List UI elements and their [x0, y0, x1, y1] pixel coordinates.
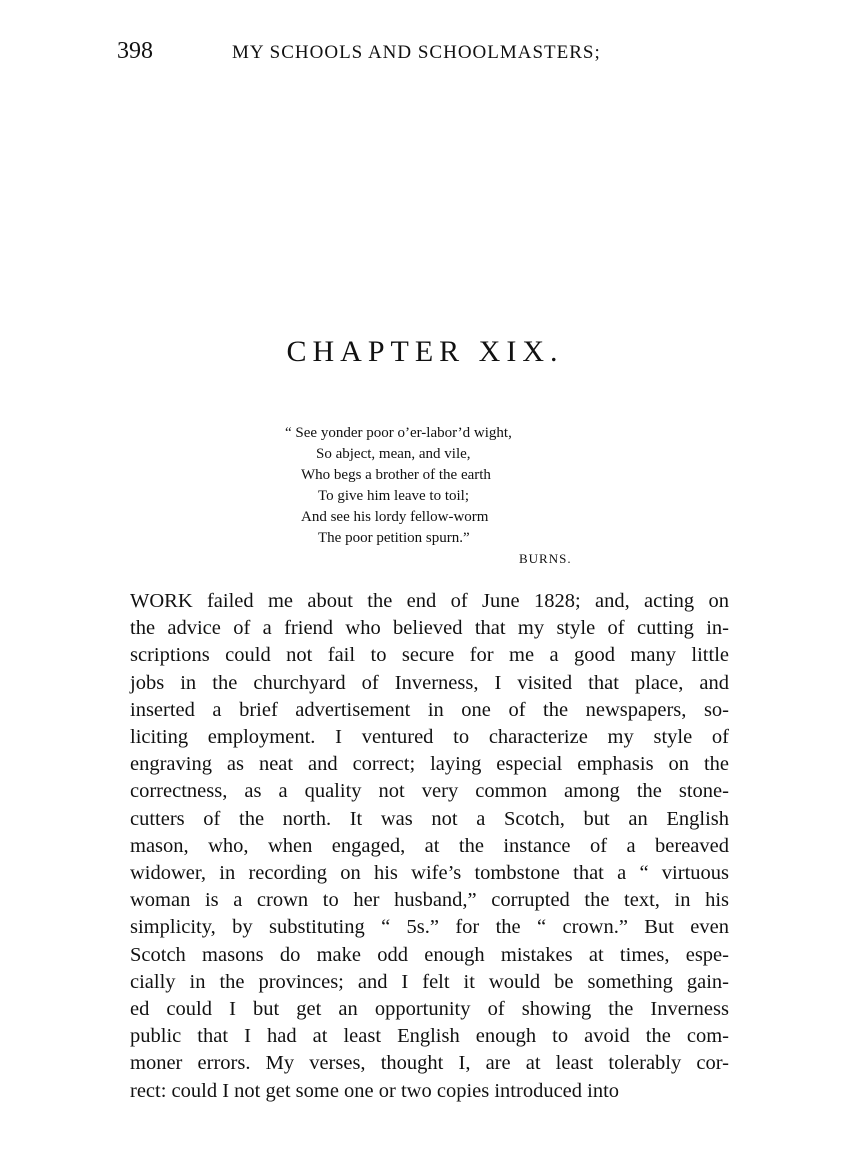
body-line: inserted a brief advertisement in one of the newspapers, so-	[130, 698, 729, 721]
body-line: scriptions could not fail to secure for me a good many little	[130, 644, 729, 667]
epigraph-line: To give him leave to toil;	[318, 488, 470, 504]
epigraph-line: “ See yonder poor o’er-labor’d wight,	[285, 425, 512, 441]
body-line: public that I had at least English enough to avoid the com-	[130, 1025, 729, 1048]
body-line: the advice of a friend who believed that my style of cutting in-	[130, 617, 729, 640]
epigraph-line: Who begs a brother of the earth	[301, 467, 491, 483]
body-line: engraving as neat and correct; laying especial emphasis on the	[130, 753, 729, 776]
body-line: jobs in the churchyard of Inverness, I visited that place, and	[130, 671, 729, 694]
body-line: liciting employment. I ventured to characterize my style of	[130, 726, 729, 749]
epigraph-line: So abject, mean, and vile,	[316, 446, 471, 462]
body-line: WORK failed me about the end of June 1828; and, acting on	[130, 590, 729, 612]
epigraph-line: The poor petition spurn.”	[318, 530, 470, 546]
epigraph-attribution: BURNS.	[519, 551, 572, 566]
body-line: cially in the provinces; and I felt it would be something gain-	[130, 970, 729, 993]
body-line: moner errors. My verses, thought I, are at least tolerably cor-	[130, 1052, 729, 1075]
chapter-title: CHAPTER XIX.	[286, 335, 564, 368]
body-line: Scotch masons do make odd enough mistakes at times, espe-	[130, 943, 729, 966]
body-line: cutters of the north. It was not a Scotch, but an English	[130, 807, 729, 830]
body-text	[130, 588, 729, 1105]
body-line: correctness, as a quality not very common among the stone-	[130, 780, 729, 803]
body-line: ed could I but get an opportunity of showing the Inverness	[130, 998, 729, 1021]
epigraph-line: And see his lordy fellow-worm	[301, 509, 489, 525]
running-head: MY SCHOOLS AND SCHOOLMASTERS;	[232, 42, 601, 63]
body-line: rect: could I not get some one or two copies introduced into	[130, 1079, 620, 1102]
body-line: widower, in recording on his wife’s tombstone that a “ virtuous	[130, 862, 729, 885]
body-line: woman is a crown to her husband,” corrupted the text, in his	[130, 889, 729, 912]
body-line: simplicity, by substituting “ 5s.” for the “ crown.” But even	[130, 916, 729, 939]
page-number: 398	[117, 38, 153, 64]
body-line: mason, who, when engaged, at the instance of a bereaved	[130, 834, 729, 857]
